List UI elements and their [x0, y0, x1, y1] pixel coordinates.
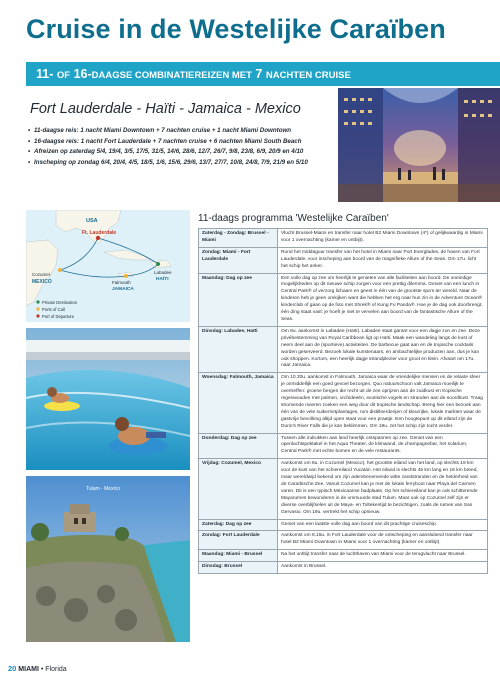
table-row	[199, 373, 488, 433]
itinerary-description: Aankomst om 6.15u. in Fort Lauderdale voor de ontscheping en aansluitend transfer naar hotel B2 Miami Downtown in Miami voor 1 overnachting (kamer en ontbijt).	[278, 531, 488, 550]
table-row	[199, 531, 488, 550]
map-legend-private: Private Destination	[42, 300, 78, 305]
table-row	[199, 273, 488, 326]
map-legend-departure: Port of Departure	[42, 314, 75, 319]
banner-duration-1: 11-	[36, 67, 54, 81]
trip-info-text: 11-daagse reis: 1 nacht Miami Downtown + 7 nachten cruise + 1 nacht Miami Downtown	[34, 127, 292, 134]
itinerary-day: Maandag: Miami - Brussel	[199, 550, 278, 562]
trip-info-text: 16-daagse reis: 1 nacht Fort Lauderdale + 7 nachten cruise + 6 nachten Miami South Beach	[34, 137, 302, 145]
trip-info-item: • Inscheping op zondag 6/4, 20/4, 4/5, 18/5, 1/6, 15/6, 29/6, 13/7, 27/7, 10/8, 24/8, 7/9, 21/9 en 5/10	[28, 158, 308, 166]
route-heading: Fort Lauderdale - Haïti - Jamaica - Mexico	[30, 101, 301, 117]
table-row	[199, 433, 488, 459]
itinerary-description: Geniet van een laatste volle dag aan boord van dit prachtige cruiseschip.	[278, 519, 488, 531]
footer-separator: •	[40, 666, 44, 673]
map-label-usa: USA	[86, 218, 98, 224]
itinerary-day: Maandag: Dag op zee	[199, 273, 278, 326]
itinerary-description: Vlucht Brussel-Miami en transfer naar hotel B2 Miami Downtown (4*) of gelijkwaardig in Miami voor 1 overnachting (kamer en ontbijt).	[278, 229, 488, 248]
itinerary-day: Dinsdag: Brussel	[199, 562, 278, 574]
map-label-ftl: Ft. Lauderdale	[82, 230, 117, 236]
banner-nights-count: 7	[255, 67, 263, 81]
table-row	[199, 519, 488, 531]
trip-info-list	[28, 126, 348, 168]
tulum-photo	[26, 476, 190, 642]
table-row	[199, 229, 488, 248]
page-number: 20	[8, 664, 17, 673]
banner-duration-2: 16-	[73, 67, 92, 81]
table-row	[199, 326, 488, 372]
offer-banner	[26, 62, 500, 86]
trip-info-item: • 11-daagse reis: 1 nacht Miami Downtown + 7 nachten cruise + 1 nacht Miami Downtown	[28, 127, 292, 134]
itinerary-description: Aankomst om 8u. in Cozumel (Mexico), het grootste eiland van het land, op slechts 19 km voor de kust van het schiereiland Yucatán. Het eiland is slechts 45 km lang en 16 km breed, maar wereldwijd bekend om zijn adembenemende witte zandstranden en de helderheid van de Caraïbische Zee. Vanuit Cozumel kan je met de lokale ferryboot naar Playa del Carmen varen. Dit is een typisch Mexicaanse badplaats. Op het schiereiland kan je ook schitterende Mayaruïnes bewonderen in de ommuurde stad Tulum. Maar ook op Cozumel zelf zijn er diverse overblijfselen uit de Maya- en Toltekentijd te bezichtigen, zoals de ruïnes van San Gervasio. Om 19u. vertrekt het schip opnieuw.	[278, 459, 488, 519]
table-row	[199, 562, 488, 574]
itinerary-day: Woensdag: Falmouth, Jamaica	[199, 373, 278, 433]
itinerary-description: Om 8u. aankomst in Labadee (Haïti). Labadee staat garant voor een dagje zon en zee. Deze privébestemming van Royal Caribbean ligt op Haïti. Maak een wandeling langs de kust of neem deel aan de (sportieve) activiteiten. De barbecue gaat aan en de tropische cocktails worden geserveerd. Bezoek lokale kunstenaars, en ambachtelijke producten aan, dus je kan ook shoppen. Kortom, een heerlijk dagje strandplezier voor groot en klein. Afvaart om 17u. naar Jamaica.	[278, 326, 488, 372]
map-legend-ports: Ports of Call	[42, 307, 65, 312]
flowrider-surf-photo	[26, 328, 190, 470]
map-label-jamaica: JAMAICA	[112, 287, 134, 292]
page-title: Cruise in de Westelijke Caraïben	[26, 14, 446, 44]
map-label-haiti: HAÏTI	[156, 277, 169, 282]
program-title: 11-daags programma 'Westelijke Caraïben'	[198, 213, 389, 224]
itinerary-table	[198, 228, 488, 574]
itinerary-description: Tussen alle indrukken aan land heerlijk ontspannen op zee. Geniet van een openluchtspektakel in het Aqua Theater, de klimwand, de champagnebar, het solarium, Central Park® met echte bomen en de vele restaurants.	[278, 433, 488, 459]
footer-city: MIAMI	[18, 666, 39, 673]
itinerary-day: Zondag: Miami - Fort Lauderdale	[199, 247, 278, 273]
itinerary-day: Zaterdag: Dag op zee	[199, 519, 278, 531]
ship-promenade-photo	[338, 88, 500, 202]
map-label-falmouth: Falmouth	[112, 280, 131, 285]
trip-info-item: • 16-daagse reis: 1 nacht Fort Lauderdale + 7 nachten cruise + 6 nachten Miami South Beach	[28, 137, 302, 145]
itinerary-description: Om 10.30u. aankomst in Falmouth, Jamaica waar de vriendelijke mensen en de relaxte sfeer je onmiddellijk een goed gevoel bezorgen. Quo natuurschoon valt Jamaica moeilijk te overtreffen: groene bergen die recht uit de zee oprijzen aan de zuidkust en tropische regenwouden met palmen, orchideeën, exotische vogels en stranden aan de noordkust. Traag stromende rivieren zoeken een weg door dit tropische landschap. Breng hier een bezoek aan één van de vele suikerrietplantages, rum distilleerderijen of kleurrijke, lokale markten waar de gastvrije bevolking altijd open staat voor een praatje. Een hoogtepunt op dit eiland zijn de Dunn's River Falls die je kan beklimmen. Om 19u. zet het schip zijn tocht verder.	[278, 373, 488, 433]
banner-connector: OF	[56, 70, 71, 81]
itinerary-day: Donderdag: Dag op zee	[199, 433, 278, 459]
itinerary-day: Zaterdag - Zondag: Brussel - Miami	[199, 229, 278, 248]
page-footer	[8, 664, 67, 673]
table-row	[199, 247, 488, 273]
trip-info-text: Afreizen op zaterdag 5/4, 19/4, 3/5, 17/5, 31/5, 14/6, 28/6, 12/7, 26/7, 9/8, 23/8, 6/9, 20/9 en 4/10	[34, 148, 304, 156]
route-map	[26, 210, 190, 322]
trip-info-text: Inscheping op zondag 6/4, 20/4, 4/5, 18/5, 1/6, 15/6, 29/6, 13/7, 27/7, 10/8, 24/8, 7/9, 21/9 en 5/10	[34, 158, 308, 166]
map-label-labadee: Labadee	[154, 270, 172, 275]
map-label-mexico: MEXICO	[32, 279, 52, 285]
itinerary-day: Zondag: Fort Lauderdale	[199, 531, 278, 550]
map-label-cozumel: Cozumel	[32, 272, 50, 277]
itinerary-description: Een volle dag op zee om heerlijk te genieten van alle faciliteiten aan boord. De oneindige mogelijkheden op dit nieuwe schip zorgen voor een prettig dilemma. Geniet van een lunch in Central Park® of verzorg lichaam en geest in één van de grootste spa's ter wereld. Naar de kinderen heb je geen omkijken want die hebben het erg naar hun zin in de Adventure Ocean® kinderclub of gaan op de foto met Shrek® of Kung Fu Panda®. Hoe je de dag ook doorbrengt, één ding staat vast: je hoeft je niet te vervelen aan boord van de fantastische Allure of the Seas.	[278, 273, 488, 326]
itinerary-description: Rond het middaguur transfer van het hotel in Miami naar Port Everglades, de haven van Fort Lauderdale, voor inscheping aan boord van de magnifieke Allure of the Seas. Om 17u. licht het schip het anker.	[278, 247, 488, 273]
footer-region: Florida	[45, 666, 67, 673]
table-row	[199, 459, 488, 519]
itinerary-description: Aankomst in Brussel.	[278, 562, 488, 574]
banner-text: DAAGSE COMBINATIEREIZEN MET	[91, 70, 252, 81]
photo-caption: Tulum - Mexico	[86, 486, 120, 492]
itinerary-day: Dinsdag: Labadee, Haïti	[199, 326, 278, 372]
itinerary-description: Na het ontbijt transfer naar de luchthaven van Miami voor de terugvlucht naar Brussel.	[278, 550, 488, 562]
trip-info-item: • Afreizen op zaterdag 5/4, 19/4, 3/5, 17/5, 31/5, 14/6, 28/6, 12/7, 26/7, 9/8, 23/8, 6/9, 20/9 en 4/10	[28, 148, 304, 156]
table-row	[199, 550, 488, 562]
itinerary-day: Vrijdag: Cozumel, Mexico	[199, 459, 278, 519]
banner-nights-text: NACHTEN CRUISE	[265, 70, 351, 81]
